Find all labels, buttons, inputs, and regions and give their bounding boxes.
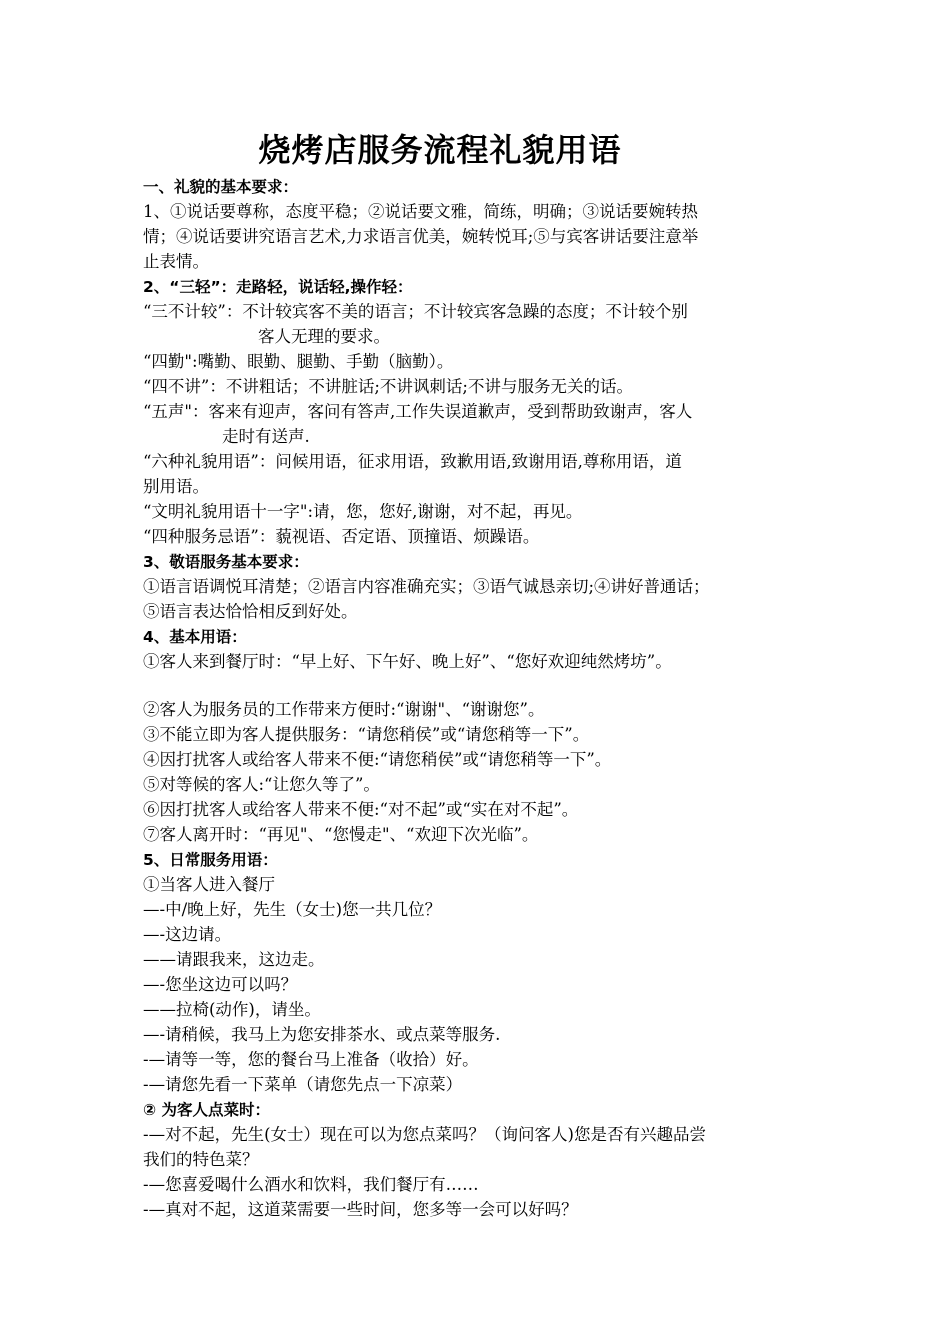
text-line: -—请等一等，您的餐台马上准备（收拾）好。 — [143, 1050, 479, 1069]
text-line: 止表情。 — [143, 252, 209, 271]
text-line: —-请稍候，我马上为您安排茶水、或点菜等服务. — [143, 1025, 501, 1044]
text-line: 别用语。 — [143, 477, 209, 496]
text-line: -—对不起，先生(女士）现在可以为您点菜吗？（询问客人)您是否有兴趣品尝 — [143, 1125, 706, 1144]
text-line: “四种服务忌语”：藐视语、否定语、顶撞语、烦躁语。 — [143, 527, 540, 546]
text-line: ①当客人进入餐厅 — [143, 875, 275, 894]
text-line: “四勤":嘴勤、眼勤、腿勤、手勤（脑勤）。 — [143, 352, 454, 371]
text-line: —-这边请。 — [143, 925, 232, 944]
text-line: 1、①说话要尊称，态度平稳；②说话要文雅，简练，明确；③说话要婉转热 — [143, 202, 698, 221]
heading-basic-phrases: 4、基本用语： — [143, 628, 247, 646]
text-line: “五声"：客来有迎声，客问有答声,工作失误道歉声，受到帮助致谢声，客人 — [143, 402, 693, 421]
text-line: -—真对不起，这道菜需要一些时间，您多等一会可以好吗？ — [143, 1200, 578, 1219]
text-line: 客人无理的要求。 — [258, 327, 390, 346]
text-line: ⑦客人离开时：“再见"、“您慢走"、“欢迎下次光临”。 — [143, 825, 539, 844]
text-line: ③不能立即为客人提供服务：“请您稍侯”或“请您稍等一下”。 — [143, 725, 590, 744]
heading-ordering: ② 为客人点菜时： — [143, 1101, 271, 1119]
text-line: ——请跟我来，这边走。 — [143, 950, 325, 969]
text-line: 情；④说话要讲究语言艺术,力求语言优美，婉转悦耳;⑤与宾客讲话要注意举 — [143, 227, 699, 246]
heading-three-light: 2、“三轻”：走路轻，说话轻,操作轻： — [143, 278, 413, 296]
text-line: —-中/晚上好，先生（女士)您一共几位？ — [143, 900, 442, 919]
text-line: 我们的特色菜？ — [143, 1150, 259, 1169]
text-line: ⑤对等候的客人:“让您久等了”。 — [143, 775, 380, 794]
text-line: -—请您先看一下菜单（请您先点一下凉菜） — [143, 1075, 463, 1094]
heading-honorific-requirements: 3、敬语服务基本要求： — [143, 553, 309, 571]
text-line: ④因打扰客人或给客人带来不便:“请您稍侯”或“请您稍等一下”。 — [143, 750, 612, 769]
text-line: “文明礼貌用语十一字":请，您，您好,谢谢，对不起，再见。 — [143, 502, 583, 521]
text-line: —-您坐这边可以吗？ — [143, 975, 298, 994]
text-line: ②客人为服务员的工作带来方便时:“谢谢"、“谢谢您”。 — [143, 700, 545, 719]
text-line: ⑥因打扰客人或给客人带来不便:“对不起”或“实在对不起”。 — [143, 800, 579, 819]
text-line: ⑤语言表达恰恰相反到好处。 — [143, 602, 358, 621]
text-line: ——拉椅(动作)，请坐。 — [143, 1000, 321, 1019]
heading-daily-phrases: 5、日常服务用语： — [143, 851, 278, 869]
document-title: 烧烤店服务流程礼貌用语 — [258, 131, 622, 169]
text-line: “四不讲”：不讲粗话；不讲脏话;不讲讽刺话;不讲与服务无关的话。 — [143, 377, 633, 396]
text-line: ①客人来到餐厅时：“早上好、下午好、晚上好”、“您好欢迎纯然烤坊”。 — [143, 652, 672, 671]
text-line: “六种礼貌用语”：问候用语，征求用语，致歉用语,致谢用语,尊称用语，道 — [143, 452, 682, 471]
text-line: ①语言语调悦耳清楚；②语言内容准确充实；③语气诚恳亲切;④讲好普通话； — [143, 577, 710, 596]
text-line: -—您喜爱喝什么酒水和饮料，我们餐厅有…… — [143, 1175, 479, 1194]
text-line: “三不计较”：不计较宾客不美的语言；不计较宾客急躁的态度；不计较个别 — [143, 302, 688, 321]
heading-basic-requirements: 一、礼貌的基本要求： — [143, 178, 299, 196]
text-line: 走时有送声. — [222, 427, 310, 446]
